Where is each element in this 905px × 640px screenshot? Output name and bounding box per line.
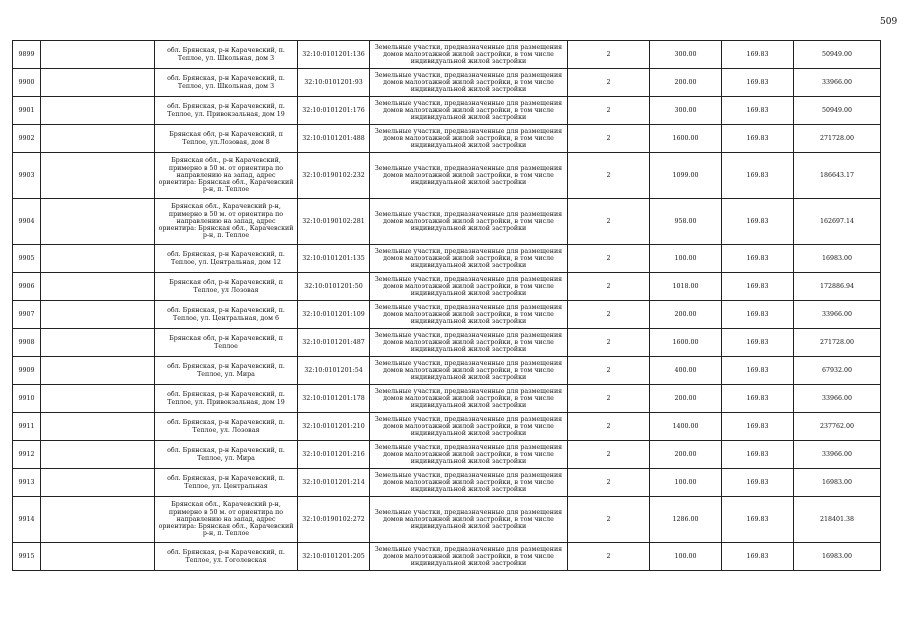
cell-rate: 169.83 [722, 41, 794, 69]
table-row [13, 385, 881, 413]
table-row [13, 245, 881, 273]
cell-value: 33966.00 [794, 69, 881, 97]
cell-num: 9908 [13, 329, 41, 357]
cell-area: 1600.00 [650, 329, 722, 357]
cell-rate: 169.83 [722, 413, 794, 441]
cell-purpose: Земельные участки, предназначенные для размещения домов малоэтажной жилой застройки, в том числе индивидуальной жилой застройки [370, 199, 568, 245]
cell-group: 2 [568, 273, 650, 301]
spacer-cell [41, 469, 155, 497]
cell-address: обл. Брянская, р-н Карачевский, п. Теплое, ул. Лозовая [155, 413, 298, 441]
spacer-cell [41, 97, 155, 125]
cell-value: 33966.00 [794, 301, 881, 329]
cell-rate: 169.83 [722, 441, 794, 469]
cell-value: 237762.00 [794, 413, 881, 441]
cell-value: 50949.00 [794, 97, 881, 125]
cell-address: обл. Брянская, р-н Карачевский, п. Теплое, ул. Центральная, дом 6 [155, 301, 298, 329]
cell-address: Брянская обл., Карачевский р-н, примерно в 50 м. от ориентира по направлению на запад, адрес ориентира: Брянская обл., Карачевский р-н, п. Теплое [155, 497, 298, 543]
cell-address: Брянская обл., р-н Карачевский, примерно в 50 м. от ориентира по направлению на запад, адрес ориентира: Брянская обл., Карачевский р-н, п. Теплое [155, 153, 298, 199]
cell-area: 1600.00 [650, 125, 722, 153]
spacer-cell [41, 125, 155, 153]
cell-value: 16983.00 [794, 469, 881, 497]
table-row [13, 41, 881, 69]
cell-cadastral: 32:10:0101201:210 [298, 413, 370, 441]
cell-rate: 169.83 [722, 153, 794, 199]
cell-group: 2 [568, 543, 650, 571]
cell-cadastral: 32:10:0101201:109 [298, 301, 370, 329]
cell-rate: 169.83 [722, 97, 794, 125]
cell-address: обл. Брянская, р-н Карачевский, п. Теплое, ул. Центральная, дом 12 [155, 245, 298, 273]
cell-rate: 169.83 [722, 273, 794, 301]
cell-purpose: Земельные участки, предназначенные для размещения домов малоэтажной жилой застройки, в том числе индивидуальной жилой застройки [370, 41, 568, 69]
cell-value: 172886.94 [794, 273, 881, 301]
table-row [13, 69, 881, 97]
cell-group: 2 [568, 97, 650, 125]
table-row [13, 273, 881, 301]
cell-group: 2 [568, 385, 650, 413]
cell-rate: 169.83 [722, 543, 794, 571]
cell-rate: 169.83 [722, 69, 794, 97]
cell-purpose: Земельные участки, предназначенные для размещения домов малоэтажной жилой застройки, в том числе индивидуальной жилой застройки [370, 273, 568, 301]
cell-value: 271728.00 [794, 125, 881, 153]
cell-address: Брянская обл, р-н Карачевский, п Теплое, ул Лозовая [155, 273, 298, 301]
cell-rate: 169.83 [722, 357, 794, 385]
cell-address: Брянская обл, р-н Карачевский, п Теплое, ул.Лозовая, дом 8 [155, 125, 298, 153]
cell-purpose: Земельные участки, предназначенные для размещения домов малоэтажной жилой застройки, в том числе индивидуальной жилой застройки [370, 469, 568, 497]
cell-num: 9907 [13, 301, 41, 329]
cell-rate: 169.83 [722, 301, 794, 329]
spacer-cell [41, 153, 155, 199]
spacer-cell [41, 543, 155, 571]
cell-group: 2 [568, 441, 650, 469]
cell-cadastral: 32:10:0190102:281 [298, 199, 370, 245]
cell-rate: 169.83 [722, 329, 794, 357]
spacer-cell [41, 385, 155, 413]
cell-num: 9911 [13, 413, 41, 441]
cell-group: 2 [568, 69, 650, 97]
cell-area: 400.00 [650, 357, 722, 385]
table-row [13, 301, 881, 329]
cell-rate: 169.83 [722, 469, 794, 497]
cell-group: 2 [568, 413, 650, 441]
table-row [13, 357, 881, 385]
cell-address: обл. Брянская, р-н Карачевский, п. Теплое, ул. Мира [155, 357, 298, 385]
table-row [13, 199, 881, 245]
spacer-cell [41, 41, 155, 69]
cell-num: 9904 [13, 199, 41, 245]
cell-num: 9906 [13, 273, 41, 301]
cell-area: 300.00 [650, 97, 722, 125]
table-row [13, 413, 881, 441]
cell-cadastral: 32:10:0101201:93 [298, 69, 370, 97]
cell-num: 9900 [13, 69, 41, 97]
cell-area: 100.00 [650, 469, 722, 497]
cell-area: 958.00 [650, 199, 722, 245]
registry-body [13, 41, 881, 571]
cell-address: обл. Брянская, р-н Карачевский, п. Теплое, ул. Школьная, дом 3 [155, 69, 298, 97]
spacer-cell [41, 329, 155, 357]
cell-value: 50949.00 [794, 41, 881, 69]
spacer-cell [41, 413, 155, 441]
cell-num: 9909 [13, 357, 41, 385]
cell-value: 186643.17 [794, 153, 881, 199]
cell-cadastral: 32:10:0101201:136 [298, 41, 370, 69]
cell-purpose: Земельные участки, предназначенные для размещения домов малоэтажной жилой застройки, в том числе индивидуальной жилой застройки [370, 329, 568, 357]
spacer-cell [41, 69, 155, 97]
cell-num: 9901 [13, 97, 41, 125]
cell-num: 9905 [13, 245, 41, 273]
cell-value: 16983.00 [794, 245, 881, 273]
table-row [13, 469, 881, 497]
table-row [13, 97, 881, 125]
cell-group: 2 [568, 153, 650, 199]
cell-num: 9902 [13, 125, 41, 153]
cell-rate: 169.83 [722, 125, 794, 153]
cell-value: 271728.00 [794, 329, 881, 357]
cell-cadastral: 32:10:0190102:272 [298, 497, 370, 543]
cell-cadastral: 32:10:0101201:135 [298, 245, 370, 273]
cell-area: 200.00 [650, 385, 722, 413]
cell-cadastral: 32:10:0190102:232 [298, 153, 370, 199]
land-registry-table [12, 40, 881, 571]
cell-address: обл. Брянская, р-н Карачевский, п. Теплое, ул. Школьная, дом 3 [155, 41, 298, 69]
cell-value: 16983.00 [794, 543, 881, 571]
cell-area: 100.00 [650, 543, 722, 571]
cell-group: 2 [568, 245, 650, 273]
cell-rate: 169.83 [722, 199, 794, 245]
cell-purpose: Земельные участки, предназначенные для размещения домов малоэтажной жилой застройки, в том числе индивидуальной жилой застройки [370, 69, 568, 97]
cell-purpose: Земельные участки, предназначенные для размещения домов малоэтажной жилой застройки, в том числе индивидуальной жилой застройки [370, 385, 568, 413]
cell-area: 1286.00 [650, 497, 722, 543]
cell-purpose: Земельные участки, предназначенные для размещения домов малоэтажной жилой застройки, в том числе индивидуальной жилой застройки [370, 357, 568, 385]
cell-value: 162697.14 [794, 199, 881, 245]
spacer-cell [41, 245, 155, 273]
cell-purpose: Земельные участки, предназначенные для размещения домов малоэтажной жилой застройки, в том числе индивидуальной жилой застройки [370, 153, 568, 199]
cell-group: 2 [568, 329, 650, 357]
cell-area: 200.00 [650, 441, 722, 469]
spacer-cell [41, 497, 155, 543]
cell-num: 9899 [13, 41, 41, 69]
table-row [13, 125, 881, 153]
cell-address: обл. Брянская, р-н Карачевский, п. Теплое, ул. Мира [155, 441, 298, 469]
cell-area: 1099.00 [650, 153, 722, 199]
cell-purpose: Земельные участки, предназначенные для размещения домов малоэтажной жилой застройки, в том числе индивидуальной жилой застройки [370, 301, 568, 329]
cell-group: 2 [568, 301, 650, 329]
cell-num: 9910 [13, 385, 41, 413]
cell-group: 2 [568, 357, 650, 385]
spacer-cell [41, 301, 155, 329]
cell-address: обл. Брянская, р-н Карачевский, п. Теплое, ул. Гоголевская [155, 543, 298, 571]
cell-rate: 169.83 [722, 497, 794, 543]
cell-cadastral: 32:10:0101201:50 [298, 273, 370, 301]
cell-cadastral: 32:10:0101201:488 [298, 125, 370, 153]
cell-area: 1400.00 [650, 413, 722, 441]
cell-area: 300.00 [650, 41, 722, 69]
cell-num: 9912 [13, 441, 41, 469]
cell-num: 9913 [13, 469, 41, 497]
cell-rate: 169.83 [722, 385, 794, 413]
spacer-cell [41, 273, 155, 301]
cell-value: 33966.00 [794, 385, 881, 413]
table-row [13, 329, 881, 357]
cell-address: обл. Брянская, р-н Карачевский, п. Теплое, ул. Центральная [155, 469, 298, 497]
cell-value: 33966.00 [794, 441, 881, 469]
cell-group: 2 [568, 497, 650, 543]
cell-cadastral: 32:10:0101201:54 [298, 357, 370, 385]
cell-area: 200.00 [650, 69, 722, 97]
cell-value: 67932.00 [794, 357, 881, 385]
cell-group: 2 [568, 199, 650, 245]
cell-area: 100.00 [650, 245, 722, 273]
cell-area: 1018.00 [650, 273, 722, 301]
cell-cadastral: 32:10:0101201:487 [298, 329, 370, 357]
spacer-cell [41, 441, 155, 469]
table-row [13, 441, 881, 469]
cell-group: 2 [568, 41, 650, 69]
cell-group: 2 [568, 469, 650, 497]
cell-purpose: Земельные участки, предназначенные для размещения домов малоэтажной жилой застройки, в том числе индивидуальной жилой застройки [370, 97, 568, 125]
spacer-cell [41, 199, 155, 245]
cell-num: 9914 [13, 497, 41, 543]
cell-cadastral: 32:10:0101201:176 [298, 97, 370, 125]
cell-purpose: Земельные участки, предназначенные для размещения домов малоэтажной жилой застройки, в том числе индивидуальной жилой застройки [370, 125, 568, 153]
spacer-cell [41, 357, 155, 385]
cell-cadastral: 32:10:0101201:214 [298, 469, 370, 497]
cell-rate: 169.83 [722, 245, 794, 273]
page-number: 509 [880, 17, 898, 27]
table-row [13, 497, 881, 543]
cell-value: 218401.38 [794, 497, 881, 543]
cell-address: Брянская обл, р-н Карачевский, п Теплое [155, 329, 298, 357]
cell-num: 9915 [13, 543, 41, 571]
cell-address: Брянская обл., Карачевский р-н, примерно в 50 м. от ориентира по направлению на запад, адрес ориентира: Брянская обл., Карачевский р-н, п. Теплое [155, 199, 298, 245]
cell-area: 200.00 [650, 301, 722, 329]
cell-cadastral: 32:10:0101201:205 [298, 543, 370, 571]
cell-purpose: Земельные участки, предназначенные для размещения домов малоэтажной жилой застройки, в том числе индивидуальной жилой застройки [370, 543, 568, 571]
cell-num: 9903 [13, 153, 41, 199]
cell-purpose: Земельные участки, предназначенные для размещения домов малоэтажной жилой застройки, в том числе индивидуальной жилой застройки [370, 413, 568, 441]
cell-purpose: Земельные участки, предназначенные для размещения домов малоэтажной жилой застройки, в том числе индивидуальной жилой застройки [370, 245, 568, 273]
cell-purpose: Земельные участки, предназначенные для размещения домов малоэтажной жилой застройки, в том числе индивидуальной жилой застройки [370, 441, 568, 469]
table-row [13, 153, 881, 199]
cell-cadastral: 32:10:0101201:178 [298, 385, 370, 413]
cell-address: обл. Брянская, р-н Карачевский, п. Теплое, ул. Привокзальная, дом 19 [155, 385, 298, 413]
cell-purpose: Земельные участки, предназначенные для размещения домов малоэтажной жилой застройки, в том числе индивидуальной жилой застройки [370, 497, 568, 543]
cell-group: 2 [568, 125, 650, 153]
cell-cadastral: 32:10:0101201:216 [298, 441, 370, 469]
cell-address: обл. Брянская, р-н Карачевский, п. Теплое, ул. Привокзальная, дом 19 [155, 97, 298, 125]
table-row [13, 543, 881, 571]
